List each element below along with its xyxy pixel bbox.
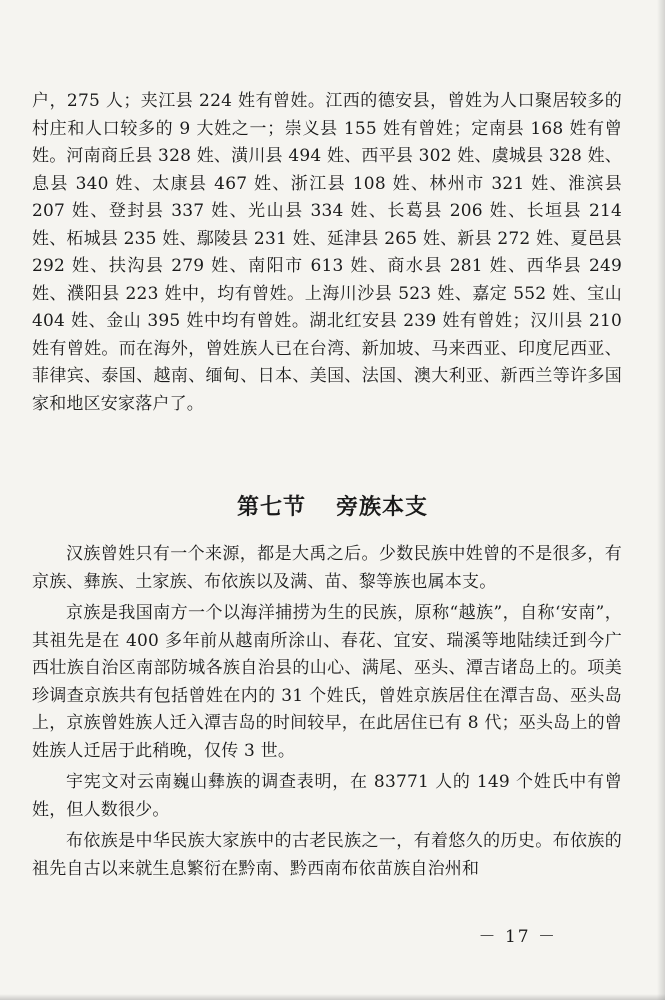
- page-edge-shadow: [657, 0, 665, 1000]
- paragraph: 汉族曾姓只有一个来源，都是大禹之后。少数民族中姓曾的不是很多，有京族、彝族、土家族、布依族以及满、苗、黎等族也属本支。: [32, 544, 622, 592]
- section-number: 第七节: [236, 495, 306, 520]
- continuation-paragraph: [32, 88, 622, 418]
- paragraph: 宇宪文对云南巍山彝族的调查表明，在 83771 人的 149 个姓氏中有曾姓，但人数很少。: [32, 772, 622, 820]
- paragraph: 布依族是中华民族大家族中的古老民族之一，有着悠久的历史。布依族的祖先自古以来就生息繁衍在黔南、黔西南布依苗族自治州和: [32, 831, 622, 879]
- page-number: － 17 －: [478, 927, 557, 947]
- section-body: [32, 541, 622, 887]
- section-title: 旁族本支: [336, 495, 429, 520]
- page-bottom-shadow: [0, 994, 665, 1000]
- paragraph: 京族是我国南方一个以海洋捕捞为生的民族，原称“越族”，自称‘安南”，其祖先是在 400 多年前从越南所涂山、春花、宜安、瑞溪等地陆续迁到今广西壮族自治区南部防城各族自治县的山心、满尾、巫头、潭吉诸岛上的。项美珍调查京族共有包括曾姓在内的 31 个姓氏，曾姓京族居住在潭吉岛、巫头岛上，京族曾姓族人迁入潭吉岛的时间较早，在此居住已有 8 代；巫头岛上的曾姓族人迁居于此稍晚，仅传 3 世。: [32, 603, 622, 761]
- paragraph-text: 户，275 人；夹江县 224 姓有曾姓。江西的德安县，曾姓为人口聚居较多的村庄和人口较多的 9 大姓之一；崇义县 155 姓有曾姓；定南县 168 姓有曾姓。河南商丘县 328 姓、潢川县 494 姓、西平县 302 姓、虞城县 328 姓、息县 340 姓、太康县 467 姓、浙江县 108 姓、林州市 321 姓、淮滨县 207 姓、登封县 337 姓、光山县 334 姓、长葛县 206 姓、长垣县 214 姓、柘城县 235 姓、鄢陵县 231 姓、延津县 265 姓、新县 272 姓、夏邑县 292 姓、扶沟县 279 姓、南阳市 613 姓、商水县 281 姓、西华县 249 姓、濮阳县 223 姓中，均有曾姓。上海川沙县 523 姓、嘉定 552 姓、宝山 404 姓、金山 395 姓中均有曾姓。湖北红安县 239 姓有曾姓；汉川县 210 姓有曾姓。而在海外，曾姓族人已在台湾、新加坡、马来西亚、印度尼西亚、菲律宾、泰国、越南、缅甸、日本、美国、法国、澳大利亚、新西兰等许多国家和地区安家落户了。: [32, 91, 622, 414]
- section-heading: [0, 490, 665, 521]
